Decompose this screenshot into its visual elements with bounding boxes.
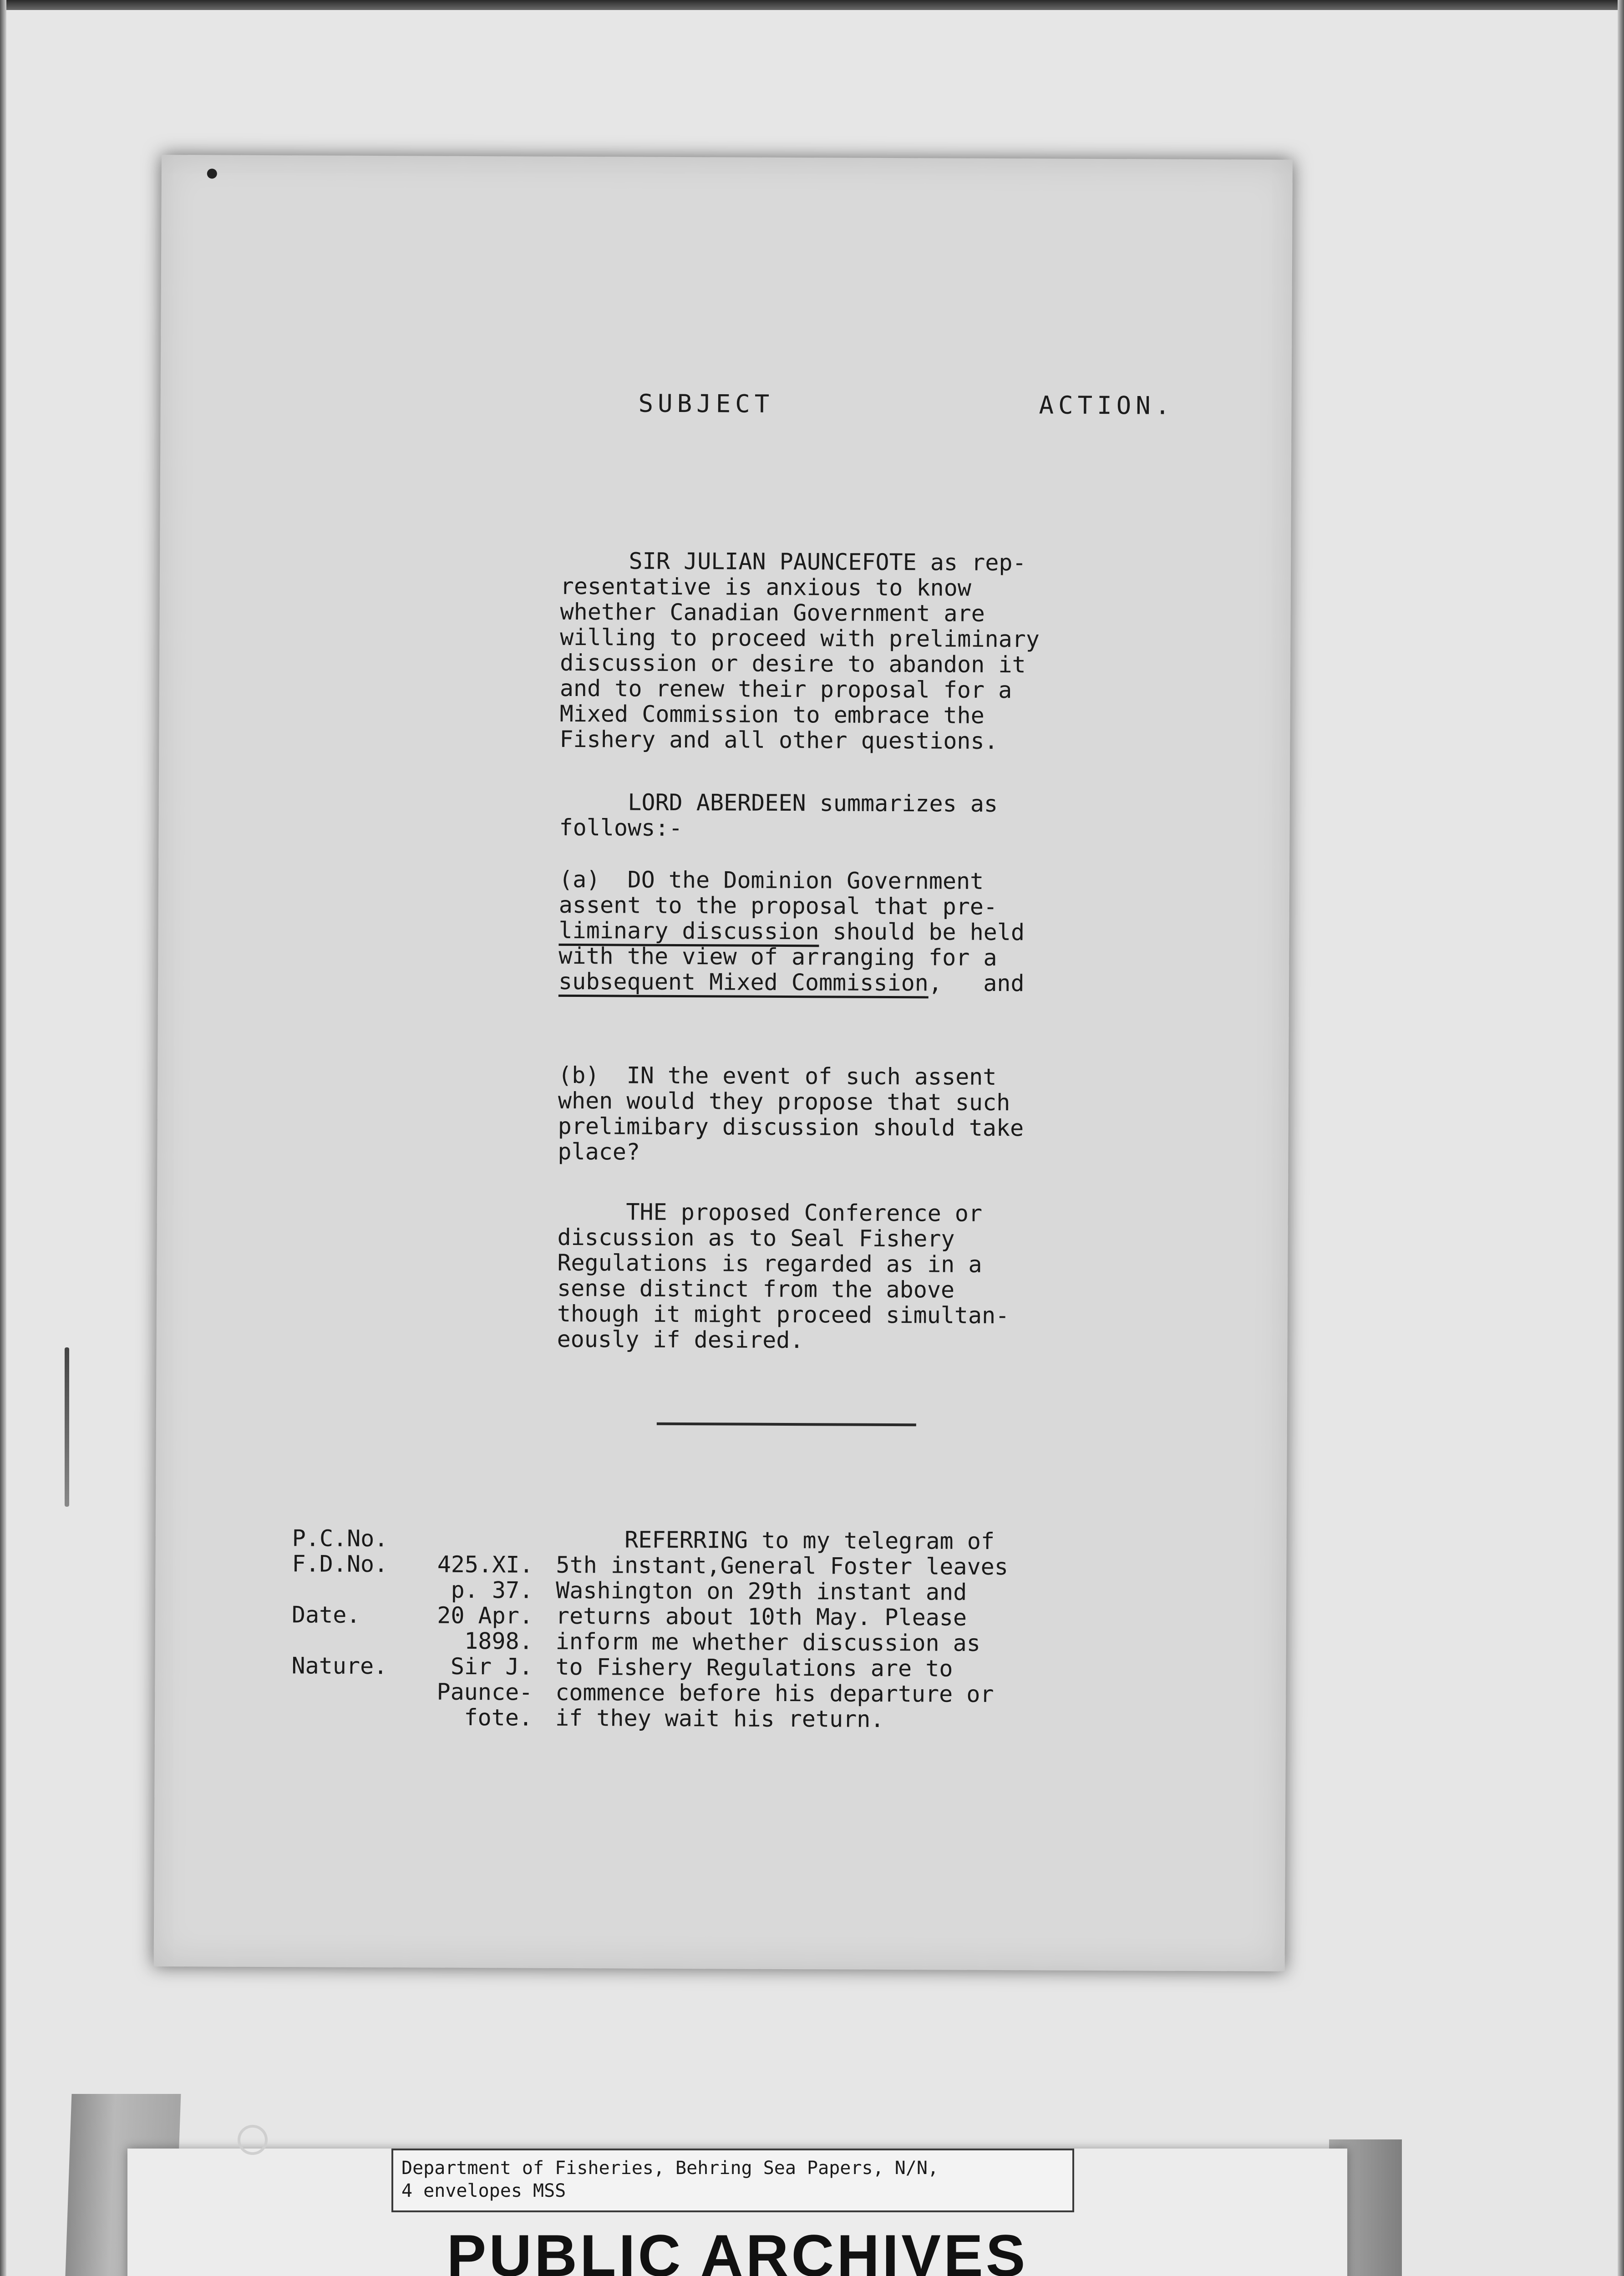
text-line: SIR JULIAN PAUNCEFOTE as rep-	[560, 547, 1026, 576]
text-line: though it might proceed simultan-	[557, 1300, 1010, 1329]
text-line: and to renew their proposal for a	[559, 675, 1012, 704]
text-line: Fishery and all other questions.	[559, 726, 998, 755]
meta-key	[292, 1576, 415, 1602]
paragraph-seal-fishery	[557, 1199, 1240, 1355]
text-line: inform me whether discussion as	[555, 1628, 981, 1656]
text-line: REFERRING to my telegram of	[556, 1526, 995, 1555]
meta-row	[292, 1551, 547, 1577]
meta-row	[291, 1704, 546, 1730]
meta-key: Nature.	[291, 1652, 388, 1680]
text-line-underlined	[558, 969, 1241, 997]
text-line: LORD ABERDEEN summarizes as	[559, 788, 998, 818]
meta-key	[291, 1678, 414, 1704]
text-line: sense distinct from the above	[557, 1275, 955, 1303]
meta-value: 1898.	[464, 1627, 533, 1655]
archive-title-english: PUBLIC ARCHIVES	[447, 2222, 1028, 2276]
header-action: ACTION.	[1039, 391, 1175, 420]
text-line: whether Canadian Government are	[560, 598, 985, 627]
text-line: when would they propose that such	[558, 1087, 1010, 1116]
text-line: Washington on 29th instant and	[556, 1577, 967, 1605]
meta-row	[291, 1653, 546, 1679]
typed-sheet	[154, 155, 1293, 1971]
film-scratch	[65, 1347, 69, 1507]
text-line: commence before his departure or	[555, 1679, 994, 1708]
film-frame-left	[0, 0, 6, 2276]
text-line: (a) DO the Dominion Government	[558, 866, 984, 894]
text-line: if they wait his return.	[555, 1704, 884, 1732]
meta-value: 425.XI.	[437, 1551, 533, 1578]
meta-value: fote.	[464, 1704, 533, 1731]
meta-value: p. 37.	[451, 1576, 533, 1604]
text-line: Mixed Commission to embrace the	[559, 700, 985, 729]
slip-line: 4 envelopes MSS	[401, 2180, 566, 2201]
text-line: prelimibary discussion should take	[558, 1113, 1024, 1142]
meta-key: Date.	[291, 1601, 360, 1628]
text-line: THE proposed Conference or	[557, 1198, 983, 1227]
text-line: place?	[558, 1138, 640, 1165]
text-line: discussion or desire to abandon it	[560, 649, 1026, 678]
text-line: willing to proceed with preliminary	[560, 624, 1040, 653]
text-fragment: should be held	[819, 918, 1025, 946]
header-subject: SUBJECT	[638, 389, 774, 418]
meta-key	[291, 1704, 414, 1730]
meta-row	[291, 1678, 546, 1705]
meta-row	[292, 1525, 547, 1552]
collection-slip	[391, 2149, 1074, 2212]
meta-row	[292, 1602, 547, 1628]
meta-key: F.D.No.	[292, 1550, 388, 1578]
punch-hole	[238, 2125, 268, 2155]
text-fragment: , and	[928, 970, 1025, 997]
slip-line: Department of Fisheries, Behring Sea Papers, N/N,	[401, 2158, 939, 2179]
meta-key	[292, 1627, 415, 1653]
text-line: follows:-	[559, 814, 683, 842]
meta-value: 20 Apr.	[437, 1602, 533, 1629]
meta-key: P.C.No.	[292, 1525, 388, 1552]
film-frame-top	[0, 0, 1624, 10]
text-line: eously if desired.	[557, 1326, 804, 1354]
meta-value: Paunce-	[436, 1678, 533, 1706]
paragraph-question-a	[558, 867, 1242, 997]
paragraph-aberdeen	[559, 789, 1242, 843]
text-line: Regulations is regarded as in a	[557, 1249, 982, 1278]
paragraph-pauncefote	[559, 548, 1243, 755]
text-line: to Fishery Regulations are to	[555, 1653, 953, 1682]
sheet-corner-mark	[207, 168, 217, 178]
meta-value: Sir J.	[450, 1653, 533, 1680]
text-line: 5th instant,General Foster leaves	[556, 1551, 1008, 1580]
text-line: returns about 10th May. Please	[555, 1602, 967, 1631]
underlined-phrase: subsequent Mixed Commission	[558, 968, 929, 996]
text-line-underlined	[558, 918, 1241, 946]
film-frame-right	[1618, 0, 1624, 2276]
meta-row	[292, 1627, 547, 1654]
section-divider	[657, 1422, 916, 1426]
meta-row	[292, 1576, 547, 1603]
underlined-phrase: liminary discussion	[558, 917, 819, 945]
text-line: (b) IN the event of such assent	[558, 1062, 997, 1091]
text-line: assent to the proposal that pre-	[558, 891, 998, 920]
meta-value	[415, 1526, 533, 1552]
text-line: resentative is anxious to know	[560, 573, 972, 601]
paragraph-question-b	[558, 1062, 1241, 1168]
reference-metadata	[291, 1525, 547, 1730]
text-line: with the view of arranging for a	[558, 942, 997, 971]
paragraph-telegram	[555, 1527, 1239, 1734]
text-line: discussion as to Seal Fishery	[557, 1224, 955, 1252]
